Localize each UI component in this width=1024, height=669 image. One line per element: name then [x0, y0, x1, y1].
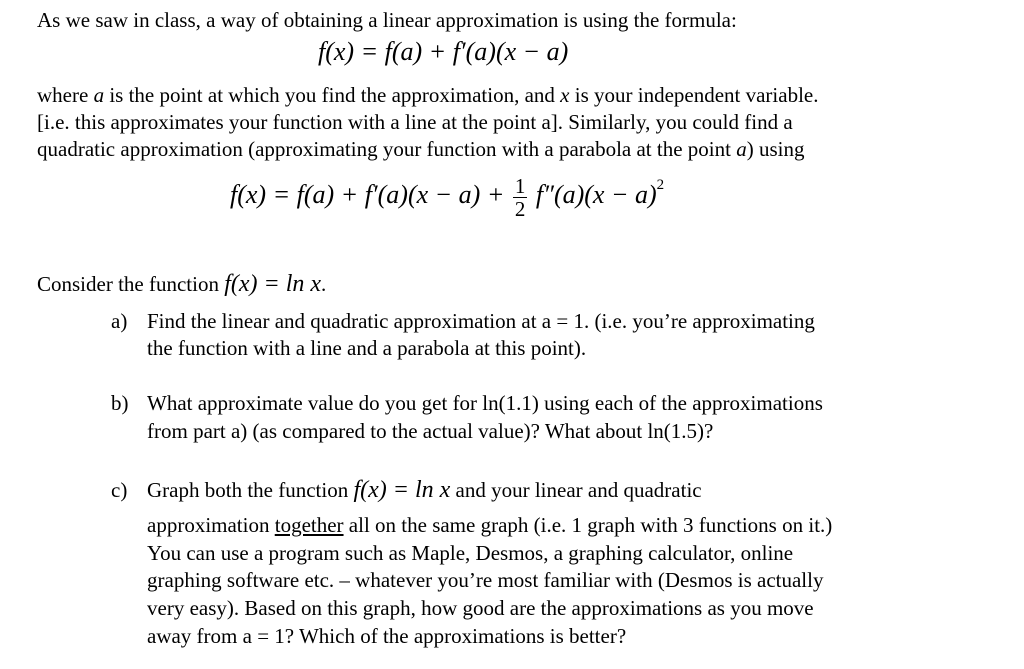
part-b-text-1: What approximate value do you get for ln(1.1) using each of the approximations	[147, 391, 823, 415]
var-a: a	[93, 83, 105, 107]
intro-line-2-mid: is the point at which you find the approximation, and	[104, 83, 561, 107]
part-c-line-1	[111, 476, 702, 504]
part-a-line-2: the function with a line and a parabola at this point).	[147, 336, 587, 360]
linear-formula-text: f(x) = f(a) + f′(a)(x − a)	[318, 37, 569, 66]
linear-formula	[318, 37, 568, 67]
consider-suffix: .	[321, 272, 327, 296]
part-b-label: b)	[111, 391, 129, 415]
part-b-line-1	[111, 389, 823, 417]
part-a-line-1	[111, 307, 815, 335]
part-c-label: c)	[111, 478, 128, 502]
part-c-text-1-pre: Graph both the function	[147, 478, 354, 502]
fraction-denominator: 2	[514, 196, 526, 221]
quadratic-formula-left: f(x) = f(a) + f′(a)(x − a) +	[230, 180, 505, 209]
var-a-2: a	[736, 137, 747, 161]
intro-line-2	[37, 81, 819, 109]
one-half-fraction	[513, 175, 528, 220]
consider-prefix: Consider the function	[37, 272, 225, 296]
squared-exponent: 2	[656, 177, 665, 193]
part-b-line-2: from part a) (as compared to the actual value)? What about ln(1.5)?	[147, 419, 714, 443]
part-c-text-2-post: all on the same graph (i.e. 1 graph with 3 functions on it.)	[343, 513, 833, 537]
part-c-function: f(x) = ln x	[353, 477, 451, 503]
part-c-line-2	[147, 511, 832, 539]
part-a-text-1: Find the linear and quadratic approximation at a = 1. (i.e. you’re approximating	[147, 309, 815, 333]
intro-line-4	[37, 135, 804, 163]
intro-line-4-post: ) using	[746, 137, 805, 161]
intro-line-3: [i.e. this approximates your function with a line at the point a]. Similarly, you could find a	[37, 110, 793, 134]
fraction-numerator: 1	[514, 173, 526, 198]
consider-function: f(x) = ln x	[224, 271, 322, 297]
part-c-line-4: graphing software etc. – whatever you’re most familiar with (Desmos is actually	[147, 568, 824, 592]
part-c-line-6: away from a = 1? Which of the approximations is better?	[147, 624, 627, 648]
consider-line	[37, 270, 326, 298]
part-c-text-2-pre: approximation	[147, 513, 275, 537]
intro-line-2-post: is your independent variable.	[569, 83, 819, 107]
part-c-text-1-post: and your linear and quadratic	[450, 478, 702, 502]
intro-line-2-pre: where	[37, 83, 94, 107]
var-x: x	[560, 83, 570, 107]
quadratic-formula	[230, 170, 664, 220]
intro-line-4-pre: quadratic approximation (approximating your function with a parabola at the point	[37, 137, 737, 161]
underlined-together: together	[274, 513, 344, 537]
part-c-line-5: very easy). Based on this graph, how good are the approximations as you move	[147, 596, 814, 620]
part-c-line-3: You can use a program such as Maple, Desmos, a graphing calculator, online	[147, 541, 794, 565]
intro-line-1: As we saw in class, a way of obtaining a linear approximation is using the formula:	[37, 8, 737, 32]
part-a-label: a)	[111, 309, 128, 333]
quadratic-formula-right: f″(a)(x − a)	[535, 180, 657, 209]
